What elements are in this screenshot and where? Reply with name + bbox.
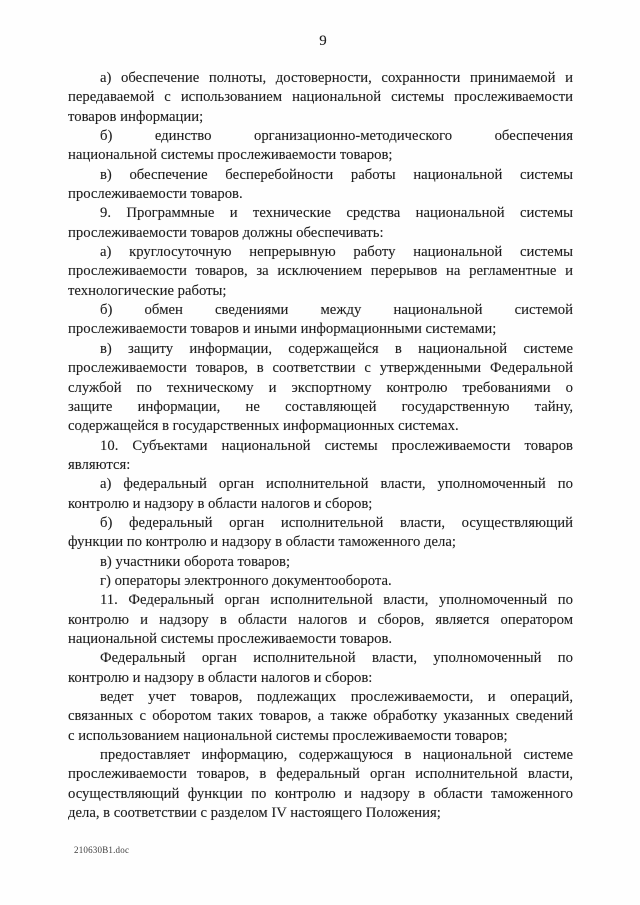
paragraph-line: защите информации, не составляющей государственную тайну, (68, 398, 573, 415)
paragraph (68, 572, 573, 591)
paragraph-line: прослеживаемости товаров и иными информационными системами; (68, 321, 497, 338)
paragraph (68, 514, 573, 553)
paragraph-line: содержащейся в государственных информационных системах. (68, 418, 459, 435)
paragraph-line: связанных с оборотом таких товаров, а также обработку указанных сведений (68, 708, 573, 725)
paragraph-line: с использованием национальной системы прослеживаемости товаров; (68, 727, 508, 744)
paragraph-line: в) защиту информации, содержащейся в национальной системе (100, 340, 573, 357)
paragraph-line: предоставляет информацию, содержащуюся в национальной системе (100, 747, 573, 764)
paragraph (68, 301, 573, 340)
paragraph-line: прослеживаемости товаров, в федеральный орган исполнительной власти, (68, 766, 573, 783)
paragraph-line: прослеживаемости товаров должны обеспечивать: (68, 224, 384, 241)
paragraph-line: б) федеральный орган исполнительной власти, осуществляющий (100, 514, 573, 531)
paragraph-line: национальной системы прослеживаемости товаров. (68, 630, 393, 647)
paragraph-line: осуществляющий функции по контролю и надзору в области таможенного (68, 785, 573, 802)
paragraph-line: технологические работы; (68, 282, 227, 299)
paragraph-line: товаров информации; (68, 108, 204, 125)
paragraph-line: национальной системы прослеживаемости товаров; (68, 147, 393, 164)
paragraph-line: являются: (68, 456, 131, 473)
paragraph-line: в) обеспечение бесперебойности работы национальной системы (100, 166, 573, 183)
paragraph-line: контролю и надзору в области налогов и сборов; (68, 495, 373, 512)
paragraph (68, 166, 573, 205)
paragraph (68, 127, 573, 166)
paragraph-line: а) круглосуточную непрерывную работу национальной системы (100, 244, 573, 261)
paragraph-line: прослеживаемости товаров. (68, 186, 243, 203)
paragraph-line: прослеживаемости товаров, в соответствии с утвержденными Федеральной (68, 360, 573, 377)
paragraph-line: контролю и надзору в области налогов и сборов: (68, 669, 373, 686)
paragraph (68, 340, 573, 437)
paragraph (68, 746, 573, 823)
paragraph-line: дела, в соответствии с разделом IV настоящего Положения; (68, 805, 441, 822)
paragraph-line: 9. Программные и технические средства национальной системы (100, 205, 573, 222)
paragraph-line: контролю и надзору в области налогов и сборов, является оператором (68, 611, 573, 628)
paragraph (68, 437, 573, 476)
paragraph-line: Федеральный орган исполнительной власти, уполномоченный по (100, 650, 573, 667)
paragraph (68, 204, 573, 243)
paragraph-line: а) обеспечение полноты, достоверности, сохранности принимаемой и (100, 70, 573, 86)
paragraph-line: ведет учет товаров, подлежащих прослеживаемости, и операций, (100, 689, 573, 705)
footer-filename: 210630B1.doc (74, 845, 130, 855)
document-body (68, 69, 573, 823)
paragraph-line: г) операторы электронного документооборота. (100, 572, 392, 589)
paragraph-line: передаваемой с использованием национальной системы прослеживаемости (68, 89, 573, 106)
paragraph-line: функции по контролю и надзору в области таможенного дела; (68, 534, 456, 551)
paragraph-line: б) единство организационно-методического обеспечения (100, 128, 573, 145)
paragraph-line: б) обмен сведениями между национальной системой (100, 302, 573, 319)
paragraph (68, 475, 573, 514)
paragraph (68, 591, 573, 649)
page-number: 9 (319, 33, 327, 49)
paragraph-line: в) участники оборота товаров; (100, 553, 291, 570)
paragraph (68, 243, 573, 301)
paragraph-line: службой по техническому и экспортному контролю требованиями о (68, 379, 573, 396)
paragraph (68, 649, 573, 688)
paragraph-line: а) федеральный орган исполнительной власти, уполномоченный по (100, 476, 573, 493)
paragraph (68, 688, 573, 746)
paragraph (68, 553, 573, 572)
paragraph-line: 11. Федеральный орган исполнительной власти, уполномоченный по (100, 592, 573, 609)
paragraph-line: прослеживаемости товаров, за исключением перерывов на регламентные и (68, 263, 573, 280)
paragraph (68, 69, 573, 127)
paragraph-line: 10. Субъектами национальной системы прослеживаемости товаров (100, 437, 573, 454)
